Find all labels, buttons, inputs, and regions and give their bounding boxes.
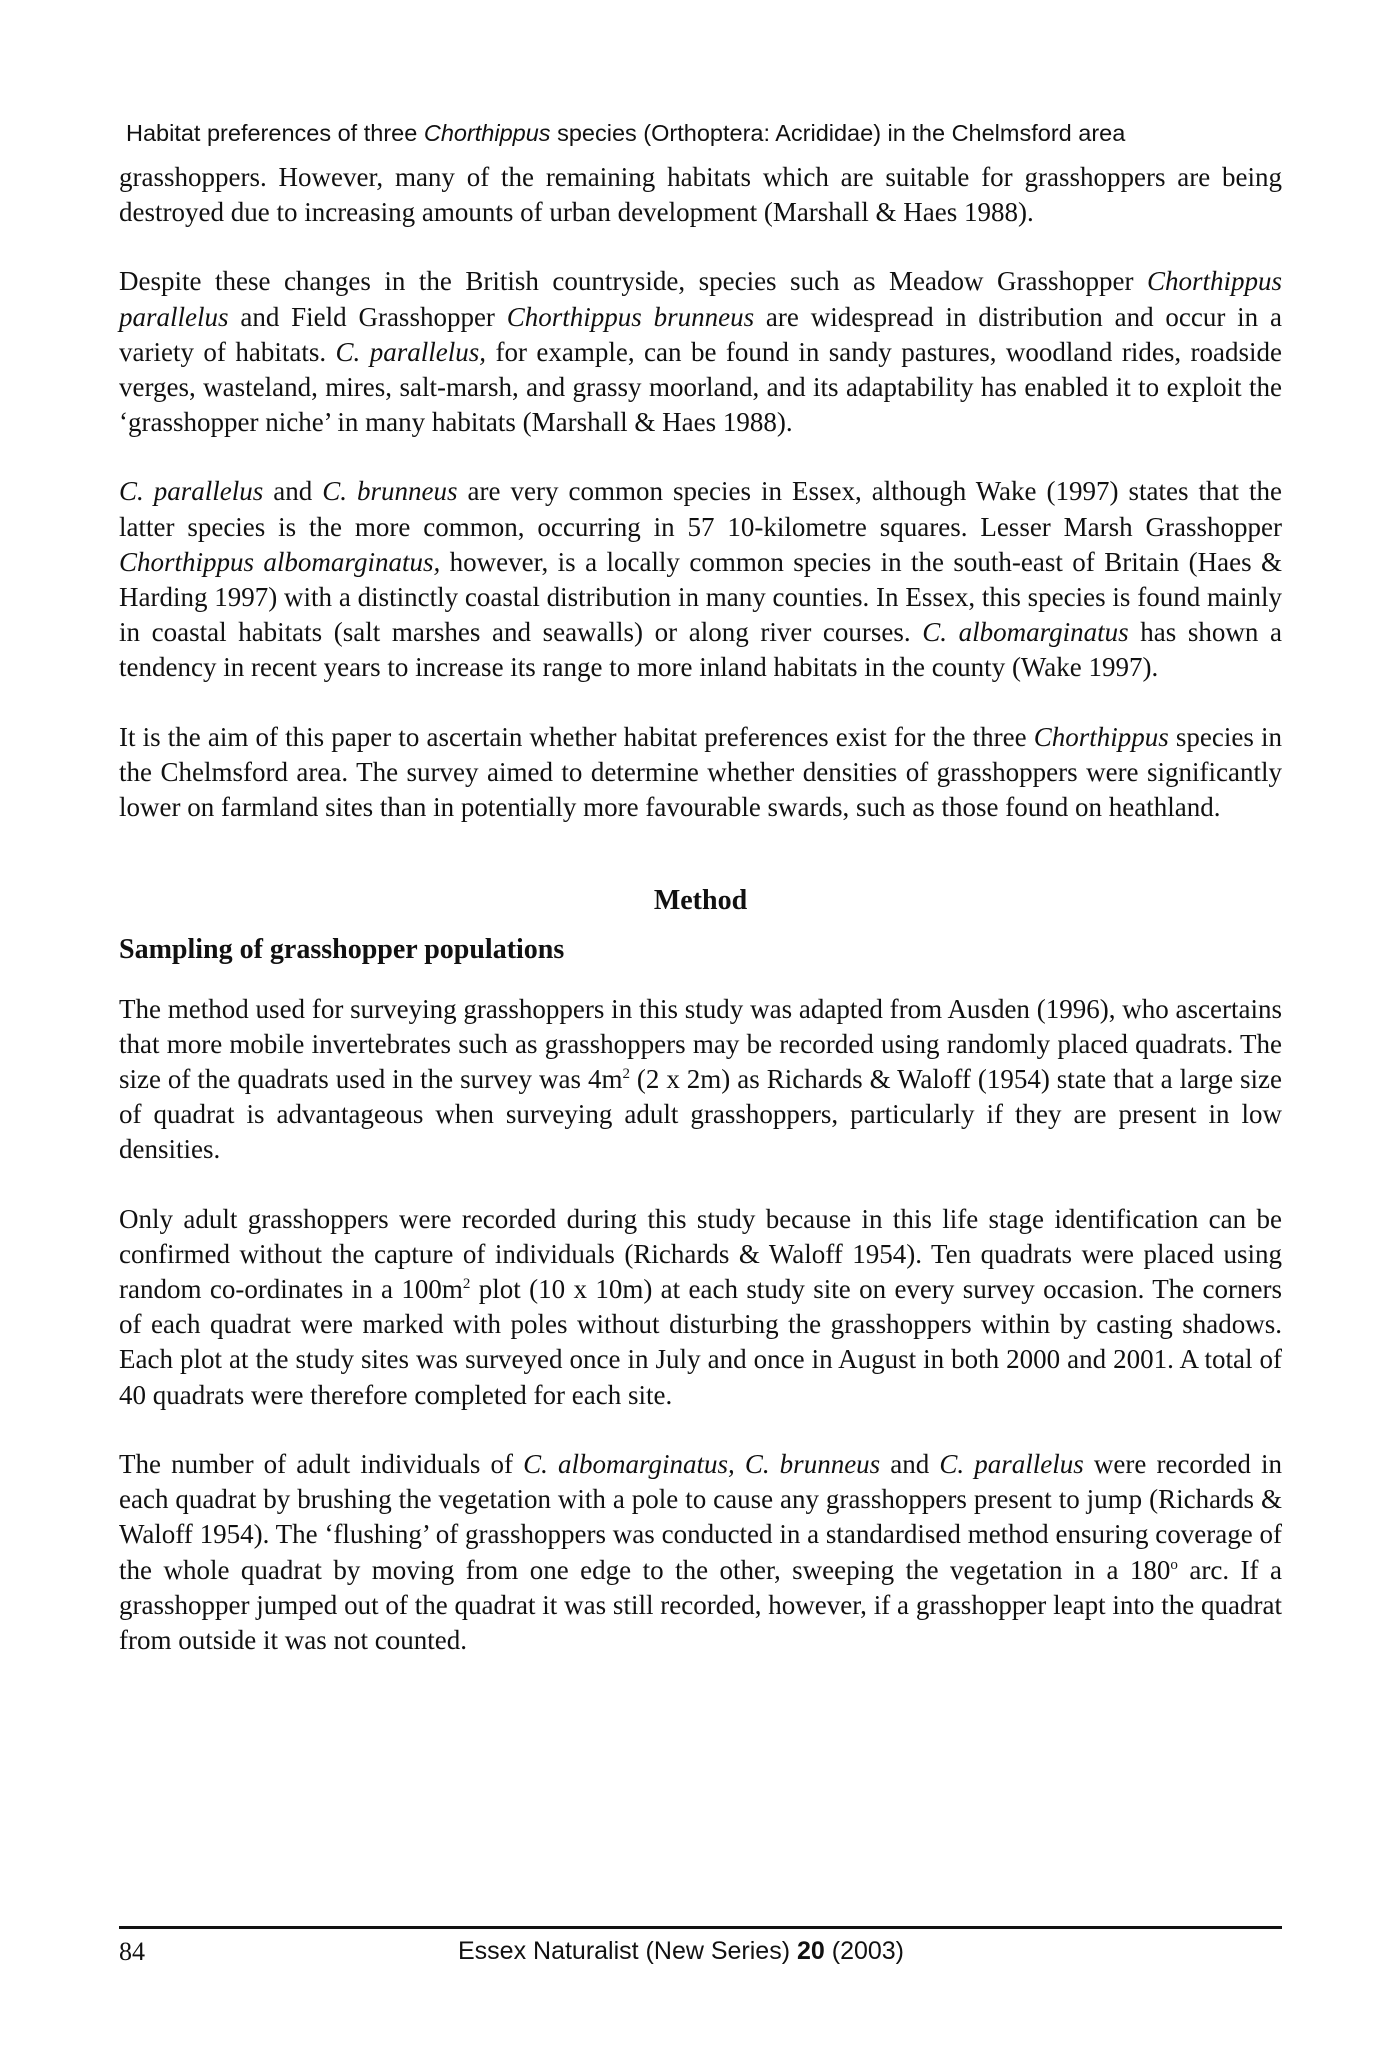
text-span: has shown a tendency in recent years to increase its range to more inland habitats in the county (Wake 1997). xyxy=(119,617,1282,683)
journal-volume: 20 xyxy=(796,1937,825,1965)
text-span: (2 x 2m) as Richards & Waloff (1954) state that a large size of quadrat is advantageous when surveying adult grasshoppers, particularly if they are present in low densities. xyxy=(119,1064,1282,1165)
header-text: Habitat preferences of three xyxy=(126,120,424,146)
superscript: o xyxy=(1170,1556,1178,1573)
paragraph-1 xyxy=(119,160,1282,230)
text-span: are very common species in Essex, although Wake (1997) states that the latter species is the more common, occurring in 57 10-kilometre squares. Lesser Marsh Grasshopper xyxy=(119,476,1282,542)
text-span: species in the Chelmsford area. The survey aimed to determine whether densities of grasshoppers were significantly lower on farmland sites than in potentially more favourable swards, such as those found on heathland. xyxy=(119,721,1282,823)
species-name: C. albomarginatus xyxy=(922,617,1129,648)
species-name: C. brunneus xyxy=(322,476,458,507)
species-name: Chorthippus xyxy=(1033,721,1169,752)
journal-citation xyxy=(458,1937,904,1966)
text-span: Despite these changes in the British countryside, species such as Meadow Grasshopper xyxy=(119,266,1147,297)
superscript: 2 xyxy=(622,1066,630,1083)
paragraph-2 xyxy=(119,264,1282,440)
header-genus: Chorthippus xyxy=(423,120,551,146)
text-span: however, is a locally common species in the south-east of Britain (Haes & Harding 1997) with a distinctly coastal distribution in many counties. In Essex, this species is found mainly in coastal habitats (salt marshes and seawalls) or along river courses. xyxy=(119,546,1282,648)
text-span: The method used for surveying grasshoppers in this study was adapted from Ausden (1996), who ascertains that more mobile invertebrates such as grasshoppers may be recorded using randomly placed quadrats. The size of the quadrats used in the survey was 4m xyxy=(119,993,1282,1095)
page-number: 84 xyxy=(119,1937,145,1966)
paragraph-5 xyxy=(119,992,1282,1168)
text-span: The number of adult individuals of xyxy=(119,1448,524,1479)
species-name: C. parallelus xyxy=(119,476,264,507)
paragraph-6 xyxy=(119,1202,1282,1413)
header-text-end: species (Orthoptera: Acrididae) in the Chelmsford area xyxy=(550,120,1126,146)
species-name: Chorthippus brunneus xyxy=(506,301,755,332)
text-span: and xyxy=(880,1448,940,1479)
subsection-heading: Sampling of grasshopper populations xyxy=(119,934,565,966)
paragraph-4 xyxy=(119,720,1282,826)
article-body xyxy=(119,160,1282,1692)
paragraph-7 xyxy=(119,1447,1282,1658)
text-span: for example, can be found in sandy pastures, woodland rides, roadside verges, wasteland, mires, salt-marsh, and grassy moorland, and its adaptability has enabled it to exploit the ‘grasshopper niche’ in many habitats (Marshall & Haes 1988). xyxy=(119,336,1282,438)
running-header xyxy=(126,120,1276,147)
text-span: and xyxy=(263,476,323,507)
species-name: C. parallelus, xyxy=(335,336,487,367)
species-name: C. albomarginatus, C. brunneus xyxy=(523,1448,881,1479)
species-name: Chorthippus parallelus xyxy=(119,266,1282,332)
section-heading-method: Method xyxy=(653,885,748,917)
footer-divider xyxy=(119,1926,1282,1929)
text-span: are widespread in distribution and occur in a variety of habitats. xyxy=(119,301,1282,367)
journal-name: Essex Naturalist (New Series) xyxy=(458,1937,797,1965)
paragraph-1-text: grasshoppers. However, many of the remaining habitats which are suitable for grasshoppers are being destroyed due to increasing amounts of urban development (Marshall & Haes 1988). xyxy=(119,162,1282,228)
text-span: and Field Grasshopper xyxy=(228,301,507,332)
journal-year: (2003) xyxy=(824,1937,905,1965)
species-name: Chorthippus albomarginatus, xyxy=(119,546,441,577)
text-span: arc. If a grasshopper jumped out of the quadrat it was still recorded, however, if a grasshopper leapt into the quadrat from outside it was not counted. xyxy=(119,1554,1282,1655)
species-name: C. parallelus xyxy=(939,1448,1084,1479)
text-span: were recorded in each quadrat by brushing the vegetation with a pole to cause any grasshoppers present to jump (Richards & Waloff 1954). The ‘flushing’ of grasshoppers was conducted in a standardised method ensuring coverage of the whole quadrat by moving from one edge to the other, sweeping the vegetation in a 180 xyxy=(119,1448,1282,1585)
text-span: Only adult grasshoppers were recorded during this study because in this life stage identification can be confirmed without the capture of individuals (Richards & Waloff 1954). Ten quadrats were placed using random co-ordinates in a 100m xyxy=(119,1203,1282,1305)
text-span: It is the aim of this paper to ascertain whether habitat preferences exist for the three xyxy=(119,721,1034,752)
text-span: plot (10 x 10m) at each study site on every survey occasion. The corners of each quadrat were marked with poles without disturbing the grasshoppers within by casting shadows. Each plot at the study sites was surveyed once in July and once in August in both 2000 and 2001. A total of 40 quadrats were therefore completed for each site. xyxy=(119,1274,1282,1410)
superscript: 2 xyxy=(462,1276,471,1293)
paragraph-3 xyxy=(119,474,1282,685)
